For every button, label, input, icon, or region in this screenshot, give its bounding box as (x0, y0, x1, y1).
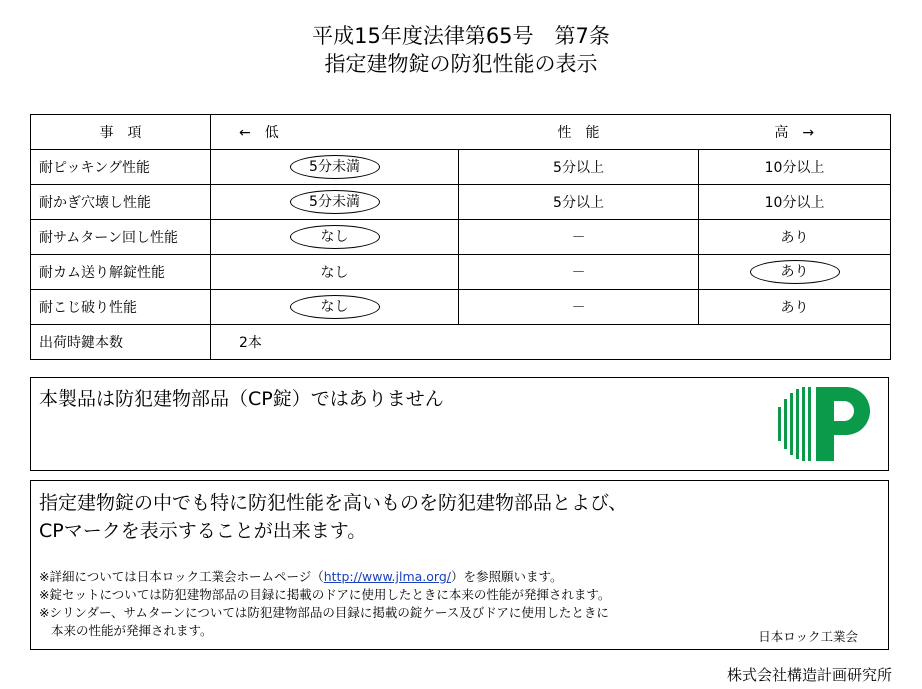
notice-box (30, 377, 889, 471)
cell-value: 5分以上 (459, 150, 699, 185)
header-high: 高 → (699, 115, 891, 150)
info-line-2: CPマークを表示することが出来ます。 (39, 520, 367, 542)
note-1 (39, 569, 563, 585)
note-1-text: ※詳細については日本ロック工業会ホームページ（ (39, 569, 324, 584)
row-label: 耐こじ破り性能 (31, 290, 211, 325)
title-line-2: 指定建物錠の防犯性能の表示 (324, 52, 598, 76)
note-2: ※錠セットについては防犯建物部品の目録に掲載のドアに使用したときに本来の性能が発揮されます。 (39, 587, 611, 602)
keys-value: 2本 (211, 325, 891, 360)
row-label: 耐サムターン回し性能 (31, 220, 211, 255)
company-name: 株式会社構造計画研究所 (726, 666, 892, 684)
association-name: 日本ロック工業会 (758, 629, 858, 644)
circled-value: なし (290, 225, 380, 249)
cell-value: 10分以上 (699, 185, 891, 220)
table-header-row (31, 115, 891, 150)
note-3-cont: 本来の性能が発揮されます。 (51, 623, 213, 638)
cell-value: 10分以上 (699, 150, 891, 185)
cell-value: 5分以上 (459, 185, 699, 220)
notice-text: 本製品は防犯建物部品（CP錠）ではありません (39, 388, 444, 410)
header-performance: 性 能 (459, 115, 699, 150)
cell-value: － (459, 290, 699, 325)
header-item: 事 項 (31, 115, 211, 150)
cp-logo (776, 385, 876, 463)
header-low: ← 低 (211, 115, 459, 150)
title-line-1: 平成15年度法律第65号 第7条 (312, 24, 610, 48)
table-row (31, 255, 891, 290)
performance-table (30, 114, 891, 360)
cell-value: － (459, 220, 699, 255)
cell-value: － (459, 255, 699, 290)
jlma-link[interactable]: http://www.jlma.org/ (323, 569, 451, 584)
table-row (31, 220, 891, 255)
table-row (31, 185, 891, 220)
circled-value: 5分未満 (290, 190, 380, 214)
circled-value: なし (290, 295, 380, 319)
cell-value: あり (699, 220, 891, 255)
info-box (30, 480, 889, 650)
row-label: 耐かぎ穴壊し性能 (31, 185, 211, 220)
cell-value: あり (699, 290, 891, 325)
table-row (31, 290, 891, 325)
row-label: 耐ピッキング性能 (31, 150, 211, 185)
cell-value: なし (211, 255, 459, 290)
note-1-text-end: ）を参照願います。 (451, 569, 563, 584)
info-line-1: 指定建物錠の中でも特に防犯性能を高いものを防犯建物部品とよび、 (39, 492, 628, 514)
keys-label: 出荷時鍵本数 (31, 325, 211, 360)
note-3: ※シリンダー、サムターンについては防犯建物部品の目録に掲載の錠ケース及びドアに使用したときに (39, 605, 609, 620)
circled-value: あり (750, 260, 840, 284)
table-row-keys (31, 325, 891, 360)
table-row (31, 150, 891, 185)
circled-value: 5分未満 (290, 155, 380, 179)
row-label: 耐カム送り解錠性能 (31, 255, 211, 290)
